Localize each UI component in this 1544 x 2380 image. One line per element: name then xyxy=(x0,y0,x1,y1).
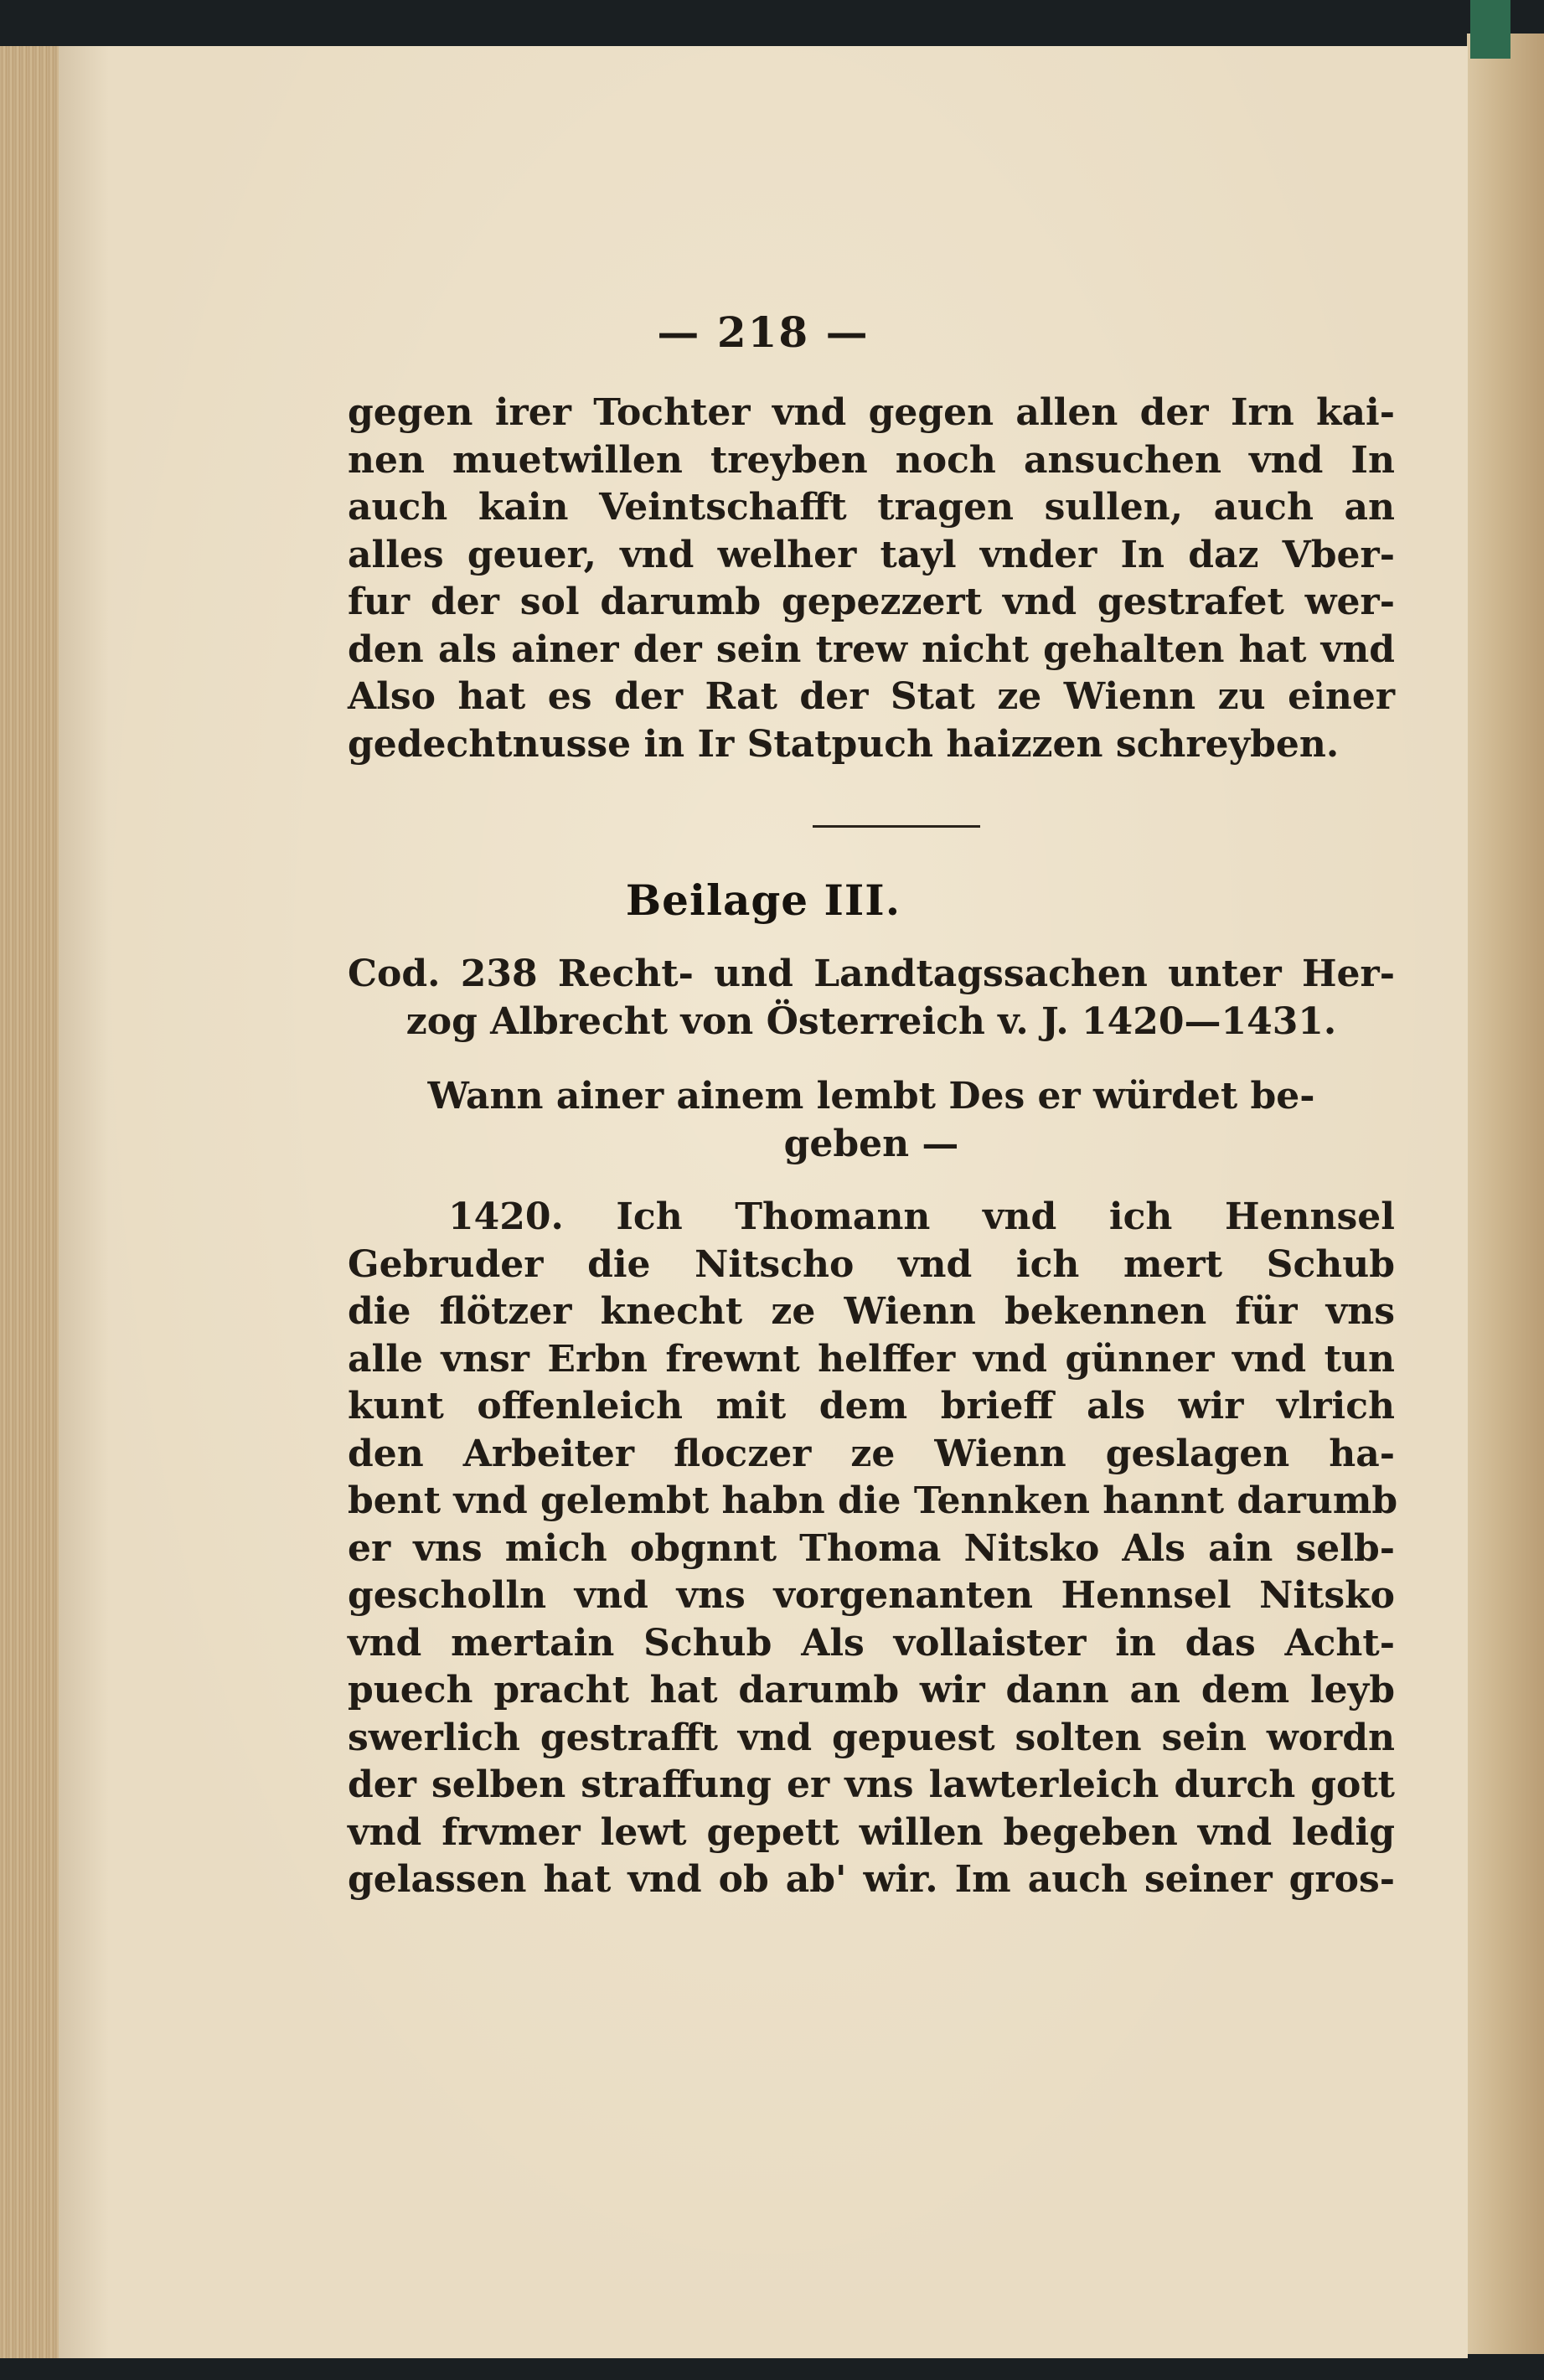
text-line: 1420. Ich Thomann vnd ich Hennsel xyxy=(448,1195,1395,1238)
text-line: Cod. 238 Recht- und Landtagssachen unter Her- xyxy=(348,953,1395,995)
codex-reference xyxy=(348,951,1395,1045)
bookmark-ribbon xyxy=(1470,0,1510,59)
section-heading: Beilage III. xyxy=(625,875,901,925)
text-line: puech pracht hat darumb wir dann an dem leyb xyxy=(348,1669,1395,1711)
text-line: gelassen hat vnd ob ab' wir. Im auch seiner gros- xyxy=(348,1858,1395,1901)
text-line: kunt offenleich mit dem brieff als wir vlrich xyxy=(348,1385,1395,1427)
text-line: Wann ainer ainem lembt Des er würdet be- xyxy=(427,1075,1315,1118)
text-line: der selben straffung er vns lawterleich durch gott xyxy=(348,1763,1395,1806)
paragraph-continuation xyxy=(348,390,1395,768)
text-line: vnd mertain Schub Als vollaister in das Acht- xyxy=(348,1621,1395,1665)
text-line: Also hat es der Rat der Stat ze Wienn zu einer xyxy=(348,675,1395,718)
page-edges-right xyxy=(1467,34,1544,2354)
text-line: die flötzer knecht ze Wienn bekennen für vns xyxy=(348,1290,1395,1333)
text-line: nen muetwillen treyben noch ansuchen vnd In xyxy=(348,438,1395,482)
text-line: er vns mich obgnnt Thoma Nitsko Als ain selb- xyxy=(348,1526,1395,1570)
text-line: den Arbeiter floczer ze Wienn geslagen ha- xyxy=(348,1432,1395,1475)
page-number: — 218 — xyxy=(657,307,870,357)
page-edges-left xyxy=(0,46,62,2358)
text-line: swerlich gestrafft vnd gepuest solten sein wordn xyxy=(348,1716,1395,1759)
text-line: auch kain Veintschafft tragen sullen, auch an xyxy=(348,486,1395,529)
book-page xyxy=(59,46,1468,2358)
text-line: Gebruder die Nitscho vnd ich mert Schub xyxy=(348,1242,1395,1286)
text-line: gescholln vnd vns vorgenanten Hennsel Nitsko xyxy=(348,1574,1395,1617)
text-line: gegen irer Tochter vnd gegen allen der Irn kai- xyxy=(348,391,1395,434)
text-line: alle vnsr Erbn frewnt helffer vnd günner vnd tun xyxy=(348,1337,1395,1381)
document-title xyxy=(348,1073,1395,1168)
text-line: gedechtnusse in Ir Statpuch haizzen schreyben. xyxy=(348,722,1340,766)
text-line: vnd frvmer lewt gepett willen begeben vnd ledig xyxy=(348,1810,1395,1854)
text-line: alles geuer, vnd welher tayl vnder In daz Vber- xyxy=(348,533,1395,576)
charter-text xyxy=(348,1194,1398,1904)
text-line: zog Albrecht von Österreich v. J. 1420—1431. xyxy=(405,999,1337,1043)
text-line: den als ainer der sein trew nicht gehalten hat vnd xyxy=(348,627,1395,671)
text-line: bent vnd gelembt habn die Tennken hannt darumb xyxy=(348,1479,1398,1522)
section-divider xyxy=(813,825,980,828)
text-line: fur der sol darumb gepezzert vnd gestrafet wer- xyxy=(348,581,1395,623)
text-line: geben — xyxy=(783,1122,959,1165)
